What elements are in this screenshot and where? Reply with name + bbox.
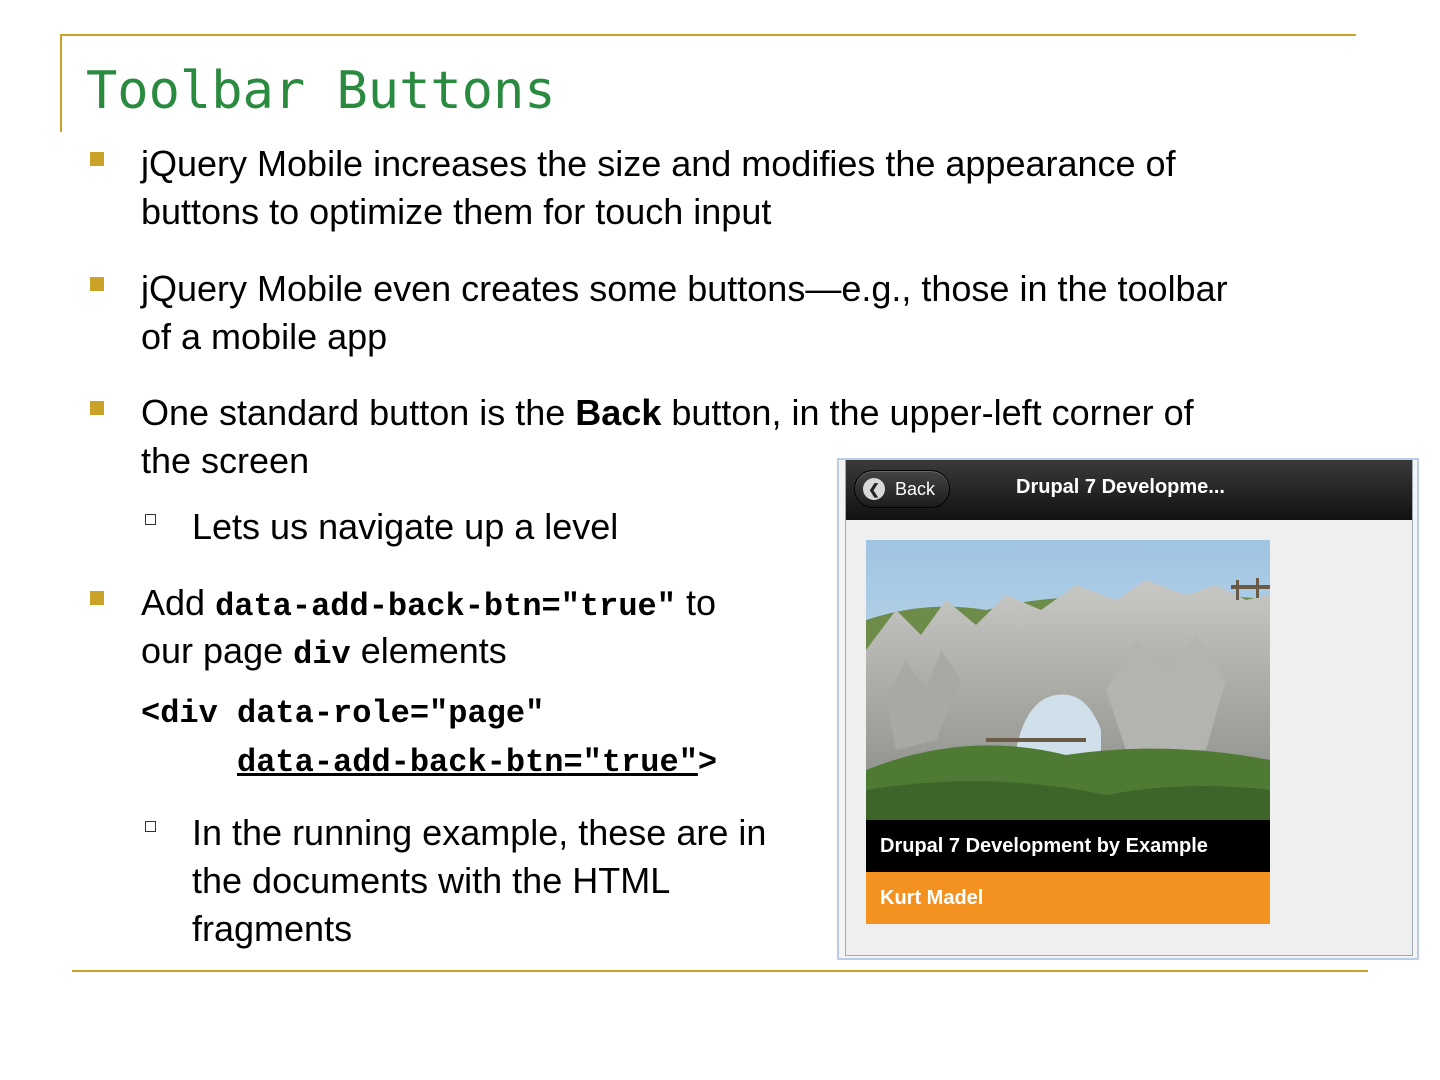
add-text: Add — [141, 582, 216, 623]
sub-bullet-2-line-3: fragments — [192, 908, 353, 949]
bullet-4-line-2 — [141, 627, 507, 679]
code-line-1: <div data-role="page" — [141, 695, 545, 732]
our-page-text: our page — [141, 630, 294, 671]
mobile-page — [845, 460, 1413, 956]
bullet-4-line-1 — [141, 579, 716, 631]
back-button-label: Back — [895, 479, 936, 499]
code-indent — [141, 744, 237, 781]
book-author: Kurt Madel — [866, 872, 1270, 924]
slide-title: Toolbar Buttons — [86, 61, 556, 121]
code-close: > — [697, 744, 718, 781]
rock-arch-image — [866, 540, 1270, 820]
sub-bullet-marker — [145, 821, 156, 832]
bullet-3-pre: One standard button is the — [141, 392, 576, 433]
elements-text: elements — [350, 630, 507, 671]
mobile-toolbar — [846, 460, 1412, 520]
div-code: div — [293, 636, 351, 673]
bottom-rule — [72, 970, 1368, 972]
code-line-2 — [141, 743, 717, 783]
bullet-3-post: button, in the upper-left corner of — [661, 392, 1194, 433]
back-button[interactable] — [854, 470, 950, 508]
book-title[interactable]: Drupal 7 Development by Example — [866, 820, 1270, 872]
bullet-2-line-2: of a mobile app — [141, 316, 388, 357]
bullet-marker — [90, 277, 104, 291]
bullet-marker — [90, 401, 104, 415]
bullet-marker — [90, 152, 104, 166]
mobile-screenshot — [837, 458, 1419, 960]
attr-code: data-add-back-btn="true" — [215, 588, 676, 625]
sub-bullet-2-line-2: the documents with the HTML — [192, 860, 671, 901]
code-underlined-attr: data-add-back-btn="true" — [237, 744, 698, 781]
sub-bullet-marker — [145, 514, 156, 525]
bullet-3-line-2: the screen — [141, 440, 310, 481]
back-keyword: Back — [575, 392, 662, 433]
bullet-1-line-2: buttons to optimize them for touch input — [141, 191, 772, 232]
left-rule — [60, 34, 62, 132]
bullet-marker — [90, 591, 104, 605]
book-cover-photo — [866, 540, 1270, 820]
sub-bullet-navigate: Lets us navigate up a level — [192, 506, 619, 547]
toolbar-title: Drupal 7 Developme... — [1016, 476, 1225, 498]
chevron-left-icon: ❮ — [863, 478, 885, 500]
top-rule — [60, 34, 1356, 36]
sub-bullet-2-line-1: In the running example, these are in — [192, 812, 767, 853]
bullet-2-line-1: jQuery Mobile even creates some buttons—e.g., those in the toolbar — [141, 268, 1228, 309]
bullet-1-line-1: jQuery Mobile increases the size and modifies the appearance of — [141, 143, 1176, 184]
bullet-3-line-1 — [141, 389, 1194, 437]
to-text: to — [675, 582, 716, 623]
